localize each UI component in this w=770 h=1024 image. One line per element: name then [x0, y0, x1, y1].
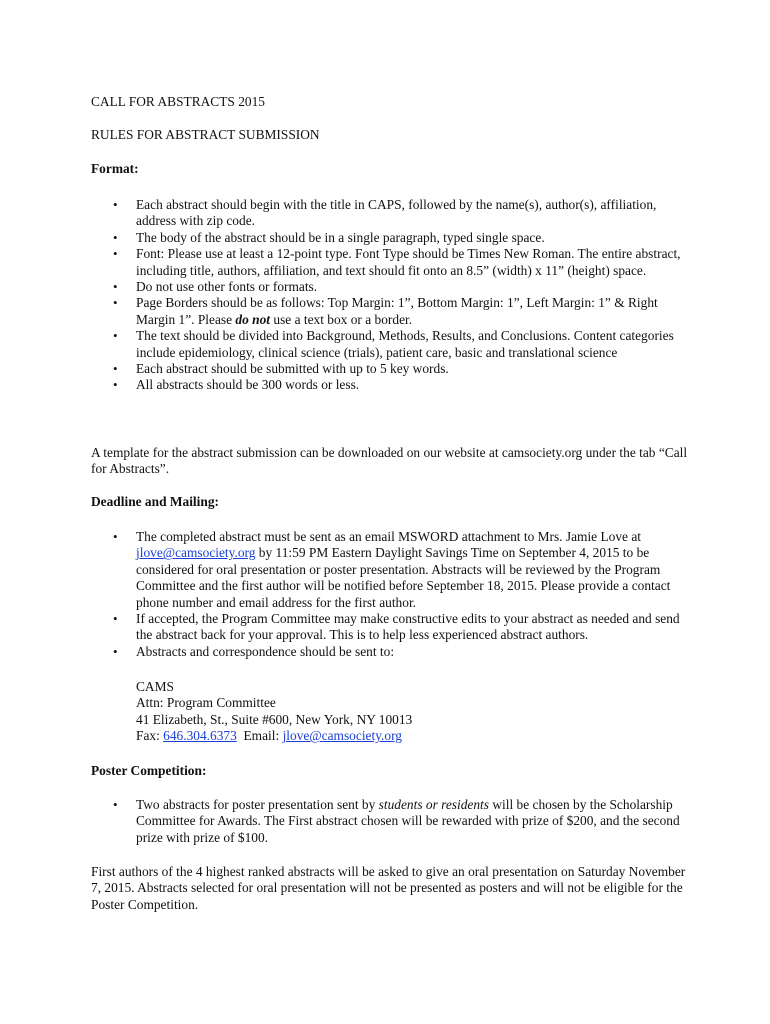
borders-text: Page Borders should be as follows: Top Margin: 1”, Bottom Margin: 1”, Left Margin: 1” & Right Margin 1”. Please	[136, 295, 658, 327]
mailing-address	[136, 679, 636, 745]
list-item: • If accepted, the Program Committee may make constructive edits to your abstract as needed and send the abstract back for your approval. This is to help less experienced abstract authors.	[91, 611, 691, 644]
borders-text-end: use a text box or a border.	[270, 311, 413, 327]
format-list	[91, 197, 691, 394]
poster-list	[91, 797, 691, 846]
list-item	[91, 797, 691, 846]
list-item: • The text should be divided into Background, Methods, Results, and Conclusions. Content categories include epidemiology, clinical science (trials), patient care, basic and translational science	[91, 328, 691, 361]
address-email-link[interactable]: jlove@camsociety.org	[282, 728, 402, 744]
template-note: A template for the abstract submission can be downloaded on our website at camsociety.org under the tab “Call for Abstracts”.	[91, 445, 688, 477]
address-attn: Attn: Program Committee	[136, 695, 276, 711]
email-link[interactable]: jlove@camsociety.org	[136, 545, 256, 561]
list-item: • The body of the abstract should be in a single paragraph, typed single space.	[91, 230, 691, 246]
list-item: • Each abstract should be submitted with up to 5 key words.	[91, 361, 691, 377]
document-title: CALL FOR ABSTRACTS 2015	[91, 94, 265, 109]
deadline-list	[91, 529, 691, 660]
list-item: • Each abstract should begin with the title in CAPS, followed by the name(s), author(s), affiliation, address with zip code.	[91, 197, 691, 230]
list-item	[91, 295, 691, 328]
email-label: Email:	[236, 728, 283, 744]
list-item	[91, 529, 691, 611]
deadline-text-end: by 11:59 PM Eastern Daylight Savings Time on September 4, 2015 to be considered for oral presentation or poster presentation. Abstracts will be reviewed by the Program Committee and the first author will be notified before September 18, 2015. Please provide a contact phone number and email address for the first author.	[136, 545, 671, 610]
poster-heading: Poster Competition:	[91, 763, 207, 778]
address-contact	[136, 728, 636, 744]
deadline-text: The completed abstract must be sent as an email MSWORD attachment to Mrs. Jamie Love at	[136, 529, 641, 544]
deadline-heading: Deadline and Mailing:	[91, 494, 219, 509]
list-item: • All abstracts should be 300 words or less.	[91, 377, 691, 393]
poster-text-end: will be chosen by the Scholarship Committee for Awards. The First abstract chosen will be rewarded with prize of $200, and the second prize with prize of $100.	[136, 797, 680, 845]
poster-text: Two abstracts for poster presentation sent by	[136, 797, 379, 812]
list-item: • Do not use other fonts or formats.	[91, 279, 691, 295]
fax-label: Fax:	[136, 728, 164, 744]
address-street: 41 Elizabeth, St., Suite #600, New York, NY 10013	[136, 711, 413, 727]
borders-emphasis: do not	[235, 311, 271, 327]
poster-emphasis: students or residents	[378, 797, 489, 812]
list-item: • Abstracts and correspondence should be sent to:	[91, 644, 691, 660]
document-subtitle: RULES FOR ABSTRACT SUBMISSION	[91, 127, 320, 142]
format-heading: Format:	[91, 161, 139, 176]
list-item: • Font: Please use at least a 12-point type. Font Type should be Times New Roman. The entire abstract, including title, authors, affiliation, and text should fit onto an 8.5” (width) x 11” (height) space.	[91, 246, 691, 279]
fax-link[interactable]: 646.304.6373	[163, 728, 237, 744]
address-org: CAMS	[136, 679, 174, 694]
closing-paragraph: First authors of the 4 highest ranked abstracts will be asked to give an oral presentation on Saturday November 7, 2015. Abstracts selected for oral presentation will not be presented as posters and will not be eligible for the Poster Competition.	[91, 864, 686, 912]
